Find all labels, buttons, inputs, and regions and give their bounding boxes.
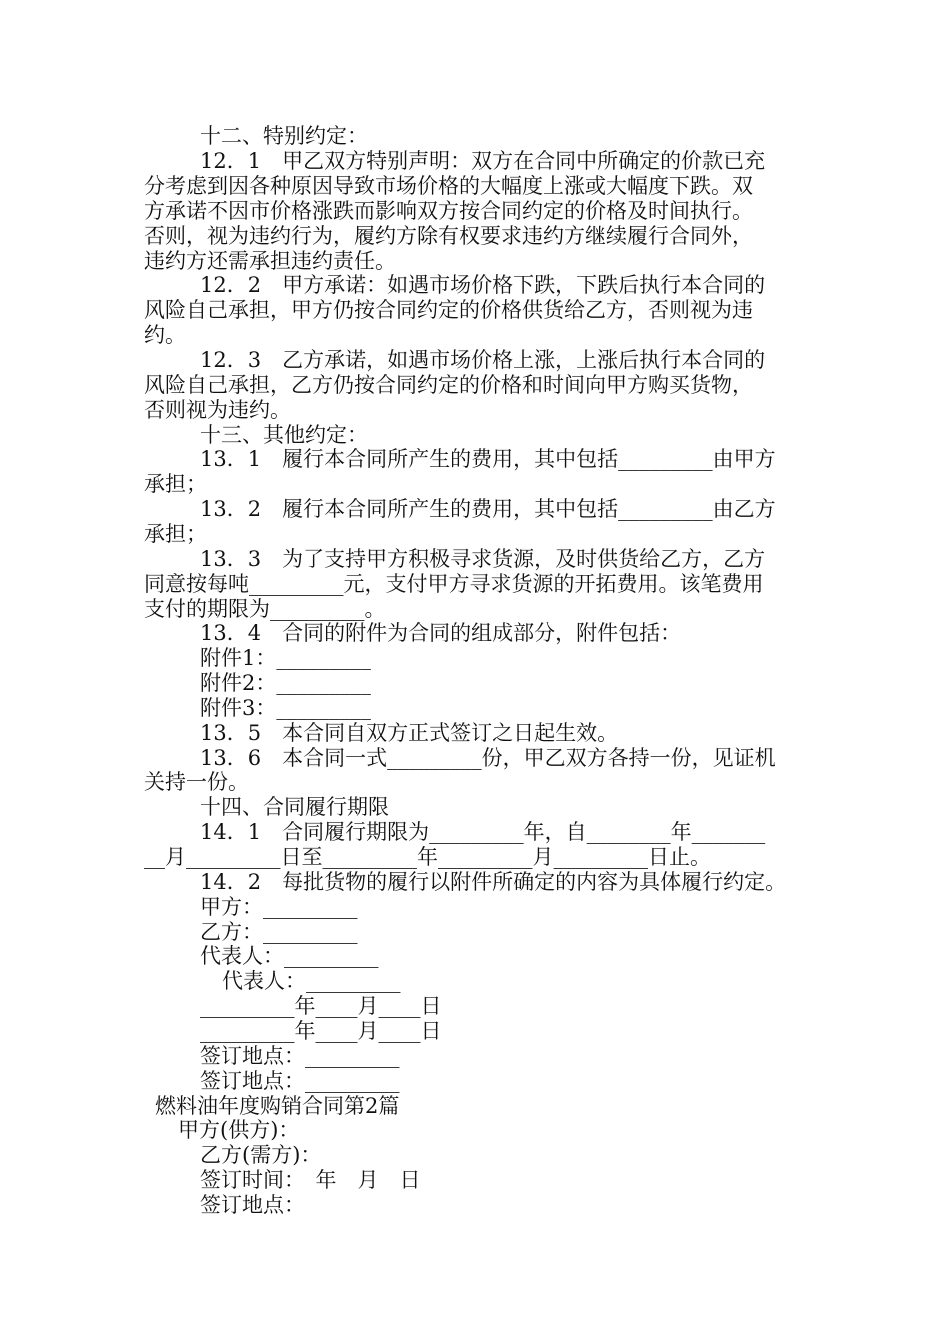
date-b: _________年____月____日 (200, 1019, 442, 1043)
section-14-heading: 十四、合同履行期限 (200, 795, 389, 819)
section-13-heading: 十三、其他约定： (200, 423, 368, 447)
party-a-signature: 甲方：_________ (200, 895, 358, 919)
clause-12-1-line-3: 方承诺不因市价格涨跌而影响双方按合同约定的价格及时间执行。 (144, 199, 753, 223)
signing-place-a: 签订地点：_________ (200, 1044, 400, 1068)
clause-12-3-line-3: 否则视为违约。 (144, 398, 291, 422)
clause-12-1-line-4: 否则，视为违约行为，履约方除有权要求违约方继续履行合同外， (144, 224, 753, 248)
clause-12-2-line-1: 12．2 甲方承诺：如遇市场价格下跌，下跌后执行本合同的 (200, 273, 766, 297)
clause-14-2: 14．2 每批货物的履行以附件所确定的内容为具体履行约定。 (200, 870, 787, 894)
clause-13-5: 13．5 本合同自双方正式签订之日起生效。 (200, 721, 619, 745)
clause-12-3-line-2: 风险自己承担，乙方仍按合同约定的价格和时间向甲方购买货物， (144, 373, 753, 397)
supplier-label: 甲方(供方)： (178, 1118, 300, 1142)
clause-13-2-line-1: 13．2 履行本合同所产生的费用，其中包括_________由乙方 (200, 497, 776, 521)
clause-13-4: 13．4 合同的附件为合同的组成部分，附件包括： (200, 621, 682, 645)
representative-a: 代表人：_________ (200, 944, 379, 968)
clause-12-2-line-2: 风险自己承担，甲方仍按合同约定的价格供货给乙方，否则视为违 (144, 298, 753, 322)
clause-13-6-line-1: 13．6 本合同一式_________份，甲乙双方各持一份，见证机 (200, 746, 776, 770)
clause-12-2-line-3: 约。 (144, 323, 186, 347)
clause-13-1-line-1: 13．1 履行本合同所产生的费用，其中包括_________由甲方 (200, 447, 776, 471)
representative-b: 代表人：_________ (222, 969, 401, 993)
clause-14-1-line-1: 14．1 合同履行期限为_________年，自________年_______ (200, 820, 766, 844)
buyer-label: 乙方(需方)： (200, 1143, 322, 1167)
clause-13-2-line-2: 承担； (144, 522, 207, 546)
clause-13-3-line-3: 支付的期限为_________。 (144, 597, 386, 621)
attachment-3: 附件3：_________ (200, 696, 371, 720)
clause-12-1-line-5: 违约方还需承担违约责任。 (144, 249, 396, 273)
document-2-title: 燃料油年度购销合同第2篇 (155, 1094, 400, 1118)
attachment-2: 附件2：_________ (200, 671, 371, 695)
attachment-1: 附件1：_________ (200, 646, 371, 670)
clause-13-3-line-1: 13．3 为了支持甲方积极寻求货源，及时供货给乙方，乙方 (200, 547, 766, 571)
signing-time: 签订时间： 年 月 日 (200, 1168, 421, 1192)
clause-13-6-line-2: 关持一份。 (144, 770, 249, 794)
signing-place-b: 签订地点：_________ (200, 1069, 400, 1093)
party-b-signature: 乙方：_________ (200, 920, 358, 944)
clause-12-1-line-1: 12．1 甲乙双方特别声明：双方在合同中所确定的价款已充 (200, 149, 766, 173)
clause-12-3-line-1: 12．3 乙方承诺，如遇市场价格上涨，上涨后执行本合同的 (200, 348, 766, 372)
clause-12-1-line-2: 分考虑到因各种原因导致市场价格的大幅度上涨或大幅度下跌。双 (144, 174, 753, 198)
date-a: _________年____月____日 (200, 994, 442, 1018)
signing-place: 签订地点： (200, 1193, 305, 1217)
clause-13-3-line-2: 同意按每吨_________元，支付甲方寻求货源的开拓费用。该笔费用 (144, 572, 764, 596)
clause-14-1-line-2: __月_________日至_________年_________月_________日止。 (144, 845, 711, 869)
clause-13-1-line-2: 承担； (144, 472, 207, 496)
section-12-heading: 十二、特别约定： (200, 124, 368, 148)
